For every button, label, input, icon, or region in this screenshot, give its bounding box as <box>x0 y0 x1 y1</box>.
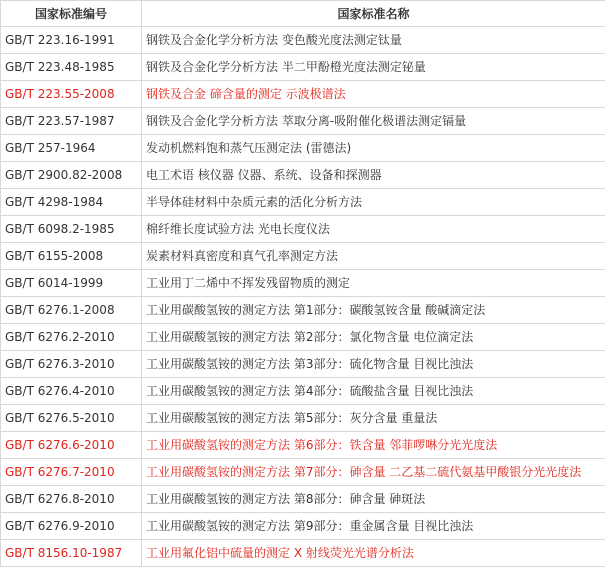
standard-name-cell: 钢铁及合金化学分析方法 萃取分离-吸附催化极谱法测定镉量 <box>142 108 605 135</box>
table-row <box>1 459 605 486</box>
table-row <box>1 216 605 243</box>
standard-number-cell: GB/T 6276.8-2010 <box>1 486 142 513</box>
standard-name-cell: 钢铁及合金化学分析方法 变色酸光度法测定钛量 <box>142 27 605 54</box>
standard-name-cell: 炭素材料真密度和真气孔率测定方法 <box>142 243 605 270</box>
standard-number-cell: GB/T 6276.6-2010 <box>1 432 142 459</box>
standard-number-cell: GB/T 6155-2008 <box>1 243 142 270</box>
table-row <box>1 405 605 432</box>
standard-number-cell: GB/T 223.55-2008 <box>1 81 142 108</box>
standard-name-cell: 发动机燃料饱和蒸气压测定法 (雷德法) <box>142 135 605 162</box>
header-standard-number: 国家标准编号 <box>1 1 142 27</box>
table-row <box>1 108 605 135</box>
table-row <box>1 135 605 162</box>
standard-number-cell: GB/T 6014-1999 <box>1 270 142 297</box>
standard-number-cell: GB/T 2900.82-2008 <box>1 162 142 189</box>
standard-number-cell: GB/T 257-1964 <box>1 135 142 162</box>
standard-number-cell: GB/T 6276.5-2010 <box>1 405 142 432</box>
standard-name-cell: 电工术语 核仪器 仪器、系统、设备和探测器 <box>142 162 605 189</box>
standard-name-cell: 工业用碳酸氢铵的测定方法 第9部分：重金属含量 目视比浊法 <box>142 513 605 540</box>
table-row <box>1 513 605 540</box>
standard-name-cell: 棉纤维长度试验方法 光电长度仪法 <box>142 216 605 243</box>
standard-number-cell: GB/T 223.57-1987 <box>1 108 142 135</box>
standard-number-cell: GB/T 6276.2-2010 <box>1 324 142 351</box>
table-row <box>1 432 605 459</box>
table-row <box>1 54 605 81</box>
standard-number-cell: GB/T 6276.3-2010 <box>1 351 142 378</box>
standard-number-cell: GB/T 223.48-1985 <box>1 54 142 81</box>
standard-name-cell: 工业用碳酸氢铵的测定方法 第2部分：氯化物含量 电位滴定法 <box>142 324 605 351</box>
table-row <box>1 297 605 324</box>
header-standard-name: 国家标准名称 <box>142 1 605 27</box>
table-row <box>1 243 605 270</box>
table-row <box>1 351 605 378</box>
table-row <box>1 162 605 189</box>
table-row <box>1 378 605 405</box>
table-body <box>1 27 605 567</box>
standard-name-cell: 工业用丁二烯中不挥发残留物质的测定 <box>142 270 605 297</box>
standard-number-cell: GB/T 223.16-1991 <box>1 27 142 54</box>
standard-name-cell: 工业用碳酸氢铵的测定方法 第5部分：灰分含量 重量法 <box>142 405 605 432</box>
table-row <box>1 27 605 54</box>
standard-name-cell: 工业用碳酸氢铵的测定方法 第4部分：硫酸盐含量 目视比浊法 <box>142 378 605 405</box>
standard-name-cell: 钢铁及合金 碲含量的测定 示波极谱法 <box>142 81 605 108</box>
standard-name-cell: 钢铁及合金化学分析方法 半二甲酚橙光度法测定铋量 <box>142 54 605 81</box>
standard-name-cell: 工业用氟化铝中硫量的测定 X 射线荧光光谱分析法 <box>142 540 605 567</box>
standard-number-cell: GB/T 6098.2-1985 <box>1 216 142 243</box>
table-row <box>1 270 605 297</box>
standard-name-cell: 工业用碳酸氢铵的测定方法 第1部分：碳酸氢铵含量 酸碱滴定法 <box>142 297 605 324</box>
standard-name-cell: 半导体硅材料中杂质元素的活化分析方法 <box>142 189 605 216</box>
standard-number-cell: GB/T 6276.7-2010 <box>1 459 142 486</box>
standard-number-cell: GB/T 6276.4-2010 <box>1 378 142 405</box>
standard-number-cell: GB/T 6276.1-2008 <box>1 297 142 324</box>
table-row <box>1 540 605 567</box>
standard-name-cell: 工业用碳酸氢铵的测定方法 第7部分：砷含量 二乙基二硫代氨基甲酸银分光光度法 <box>142 459 605 486</box>
standard-number-cell: GB/T 6276.9-2010 <box>1 513 142 540</box>
standard-name-cell: 工业用碳酸氢铵的测定方法 第8部分：砷含量 砷斑法 <box>142 486 605 513</box>
table-row <box>1 324 605 351</box>
standard-number-cell: GB/T 8156.10-1987 <box>1 540 142 567</box>
standard-number-cell: GB/T 4298-1984 <box>1 189 142 216</box>
table-row <box>1 189 605 216</box>
standard-name-cell: 工业用碳酸氢铵的测定方法 第6部分：铁含量 邻菲啰啉分光光度法 <box>142 432 605 459</box>
standard-name-cell: 工业用碳酸氢铵的测定方法 第3部分：硫化物含量 目视比浊法 <box>142 351 605 378</box>
table-row <box>1 81 605 108</box>
table-header-row <box>1 1 605 27</box>
table-row <box>1 486 605 513</box>
